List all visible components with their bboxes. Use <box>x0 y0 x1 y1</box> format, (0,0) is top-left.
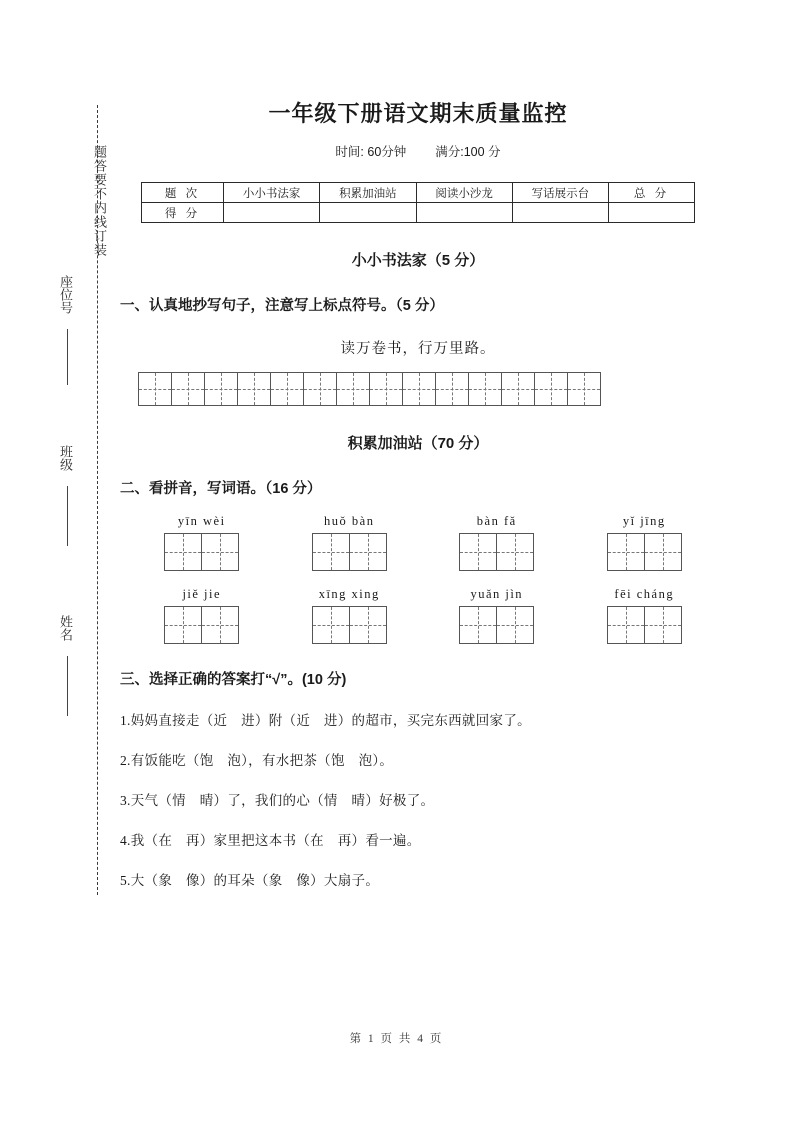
writing-cell[interactable] <box>496 606 534 644</box>
writing-cell[interactable] <box>644 533 682 571</box>
writing-cell[interactable] <box>534 372 568 406</box>
sidebar-field-class <box>56 445 75 546</box>
writing-cell[interactable] <box>468 372 502 406</box>
writing-cell[interactable] <box>349 606 387 644</box>
choice-item-4: 4.我（在 再）家里把这本书（在 再）看一遍。 <box>120 833 421 848</box>
sidebar-field-name-rule <box>67 656 68 716</box>
pinyin-label: yuǎn jìn <box>470 587 524 601</box>
page-title: 一年级下册语文期末质量监控 <box>268 101 568 126</box>
writing-cell[interactable] <box>336 372 370 406</box>
score-cell-0[interactable] <box>224 203 320 223</box>
pinyin-label: bàn fǎ <box>476 514 517 528</box>
writing-cell[interactable] <box>164 606 202 644</box>
writing-cell[interactable] <box>435 372 469 406</box>
pinyin-writing-grid[interactable] <box>459 533 534 571</box>
pinyin-word-block <box>276 587 424 644</box>
pinyin-row-2 <box>118 587 718 644</box>
pinyin-writing-grid[interactable] <box>607 606 682 644</box>
pinyin-writing-grid[interactable] <box>312 606 387 644</box>
writing-cell[interactable] <box>201 606 239 644</box>
score-cell-2[interactable] <box>416 203 512 223</box>
writing-cell[interactable] <box>496 533 534 571</box>
table-row <box>142 183 695 203</box>
sidebar-field-seat-rule <box>67 329 68 385</box>
exam-subtitle <box>118 142 718 160</box>
writing-cell[interactable] <box>369 372 403 406</box>
writing-cell[interactable] <box>607 533 645 571</box>
writing-cell[interactable] <box>607 606 645 644</box>
exam-full-score: 满分:100 分 <box>435 145 501 159</box>
writing-cell[interactable] <box>312 533 350 571</box>
pinyin-writing-grid[interactable] <box>164 533 239 571</box>
writing-cell[interactable] <box>237 372 271 406</box>
exam-page <box>118 0 718 1122</box>
pinyin-writing-grid[interactable] <box>164 606 239 644</box>
pinyin-word-block <box>571 587 719 644</box>
writing-cell[interactable] <box>501 372 535 406</box>
pinyin-word-block <box>128 587 276 644</box>
sidebar-field-class-rule <box>67 486 68 546</box>
writing-cell[interactable] <box>171 372 205 406</box>
pinyin-label: huǒ bàn <box>324 514 375 528</box>
sidebar-field-name <box>56 615 75 716</box>
writing-cell[interactable] <box>567 372 601 406</box>
sidebar-dashed-text: 题答要不内线订装 <box>92 145 107 257</box>
writing-cell[interactable] <box>459 606 497 644</box>
writing-cell[interactable] <box>164 533 202 571</box>
score-table-row-label-0: 题 次 <box>142 183 224 203</box>
score-cell-total[interactable] <box>609 203 695 223</box>
sidebar-field-class-label: 班级 <box>58 445 73 471</box>
pinyin-word-block <box>276 514 424 571</box>
choice-item-1: 1.妈妈直接走（近 进）附（近 进）的超市，买完东西就回家了。 <box>120 713 531 728</box>
sidebar-field-seat <box>56 275 75 385</box>
copy-sentence: 读万卷书，行万里路。 <box>340 341 496 357</box>
pinyin-word-block <box>128 514 276 571</box>
writing-cell[interactable] <box>204 372 238 406</box>
section-heading-accumulation: 积累加油站（70 分） <box>347 435 489 452</box>
choice-item-3: 3.天气（情 晴）了，我们的心（情 晴）好极了。 <box>120 793 435 808</box>
pinyin-word-block <box>423 514 571 571</box>
question-1-heading: 一、认真地抄写句子，注意写上标点符号。（5 分） <box>120 298 444 314</box>
pinyin-writing-grid[interactable] <box>459 606 534 644</box>
pinyin-row-1 <box>118 514 718 571</box>
pinyin-label: yīn wèi <box>177 514 226 528</box>
writing-cell[interactable] <box>270 372 304 406</box>
exam-time: 时间: 60分钟 <box>335 145 407 159</box>
writing-cell[interactable] <box>138 372 172 406</box>
score-table-col-2: 阅读小沙龙 <box>416 183 512 203</box>
writing-cell[interactable] <box>459 533 497 571</box>
writing-cell[interactable] <box>303 372 337 406</box>
score-table-row-label-1: 得 分 <box>142 203 224 223</box>
writing-cell[interactable] <box>644 606 682 644</box>
copy-writing-grid[interactable] <box>138 372 718 406</box>
section-heading-calligraphy: 小小书法家（5 分） <box>351 252 485 269</box>
pinyin-word-block <box>571 514 719 571</box>
choice-item-2: 2.有饭能吃（饱 泡），有水把茶（饱 泡）。 <box>120 753 394 768</box>
pinyin-word-block <box>423 587 571 644</box>
question-2-heading: 二、看拼音，写词语。（16 分） <box>120 481 322 497</box>
table-row <box>142 203 695 223</box>
pinyin-label: yǐ jīng <box>622 514 666 528</box>
pinyin-label: fēi cháng <box>614 587 675 601</box>
writing-cell[interactable] <box>201 533 239 571</box>
question-3-heading: 三、选择正确的答案打“√”。(10 分) <box>120 672 347 688</box>
exam-sidebar <box>40 105 110 895</box>
score-table-total-label: 总 分 <box>609 183 695 203</box>
score-table-col-3: 写话展示台 <box>512 183 608 203</box>
score-table-col-1: 积累加油站 <box>320 183 416 203</box>
writing-cell[interactable] <box>312 606 350 644</box>
page-footer: 第 1 页 共 4 页 <box>349 1033 444 1045</box>
pinyin-writing-grid[interactable] <box>312 533 387 571</box>
pinyin-writing-grid[interactable] <box>607 533 682 571</box>
pinyin-label: jiě jie <box>182 587 222 601</box>
score-cell-3[interactable] <box>512 203 608 223</box>
choice-item-5: 5.大（象 像）的耳朵（象 像）大扇子。 <box>120 873 380 888</box>
sidebar-field-seat-label: 座位号 <box>58 275 73 314</box>
score-cell-1[interactable] <box>320 203 416 223</box>
sidebar-field-name-label: 姓名 <box>58 615 73 641</box>
pinyin-label: xīng xing <box>318 587 380 601</box>
writing-cell[interactable] <box>402 372 436 406</box>
score-table-col-0: 小小书法家 <box>224 183 320 203</box>
writing-cell[interactable] <box>349 533 387 571</box>
score-table <box>141 182 695 223</box>
